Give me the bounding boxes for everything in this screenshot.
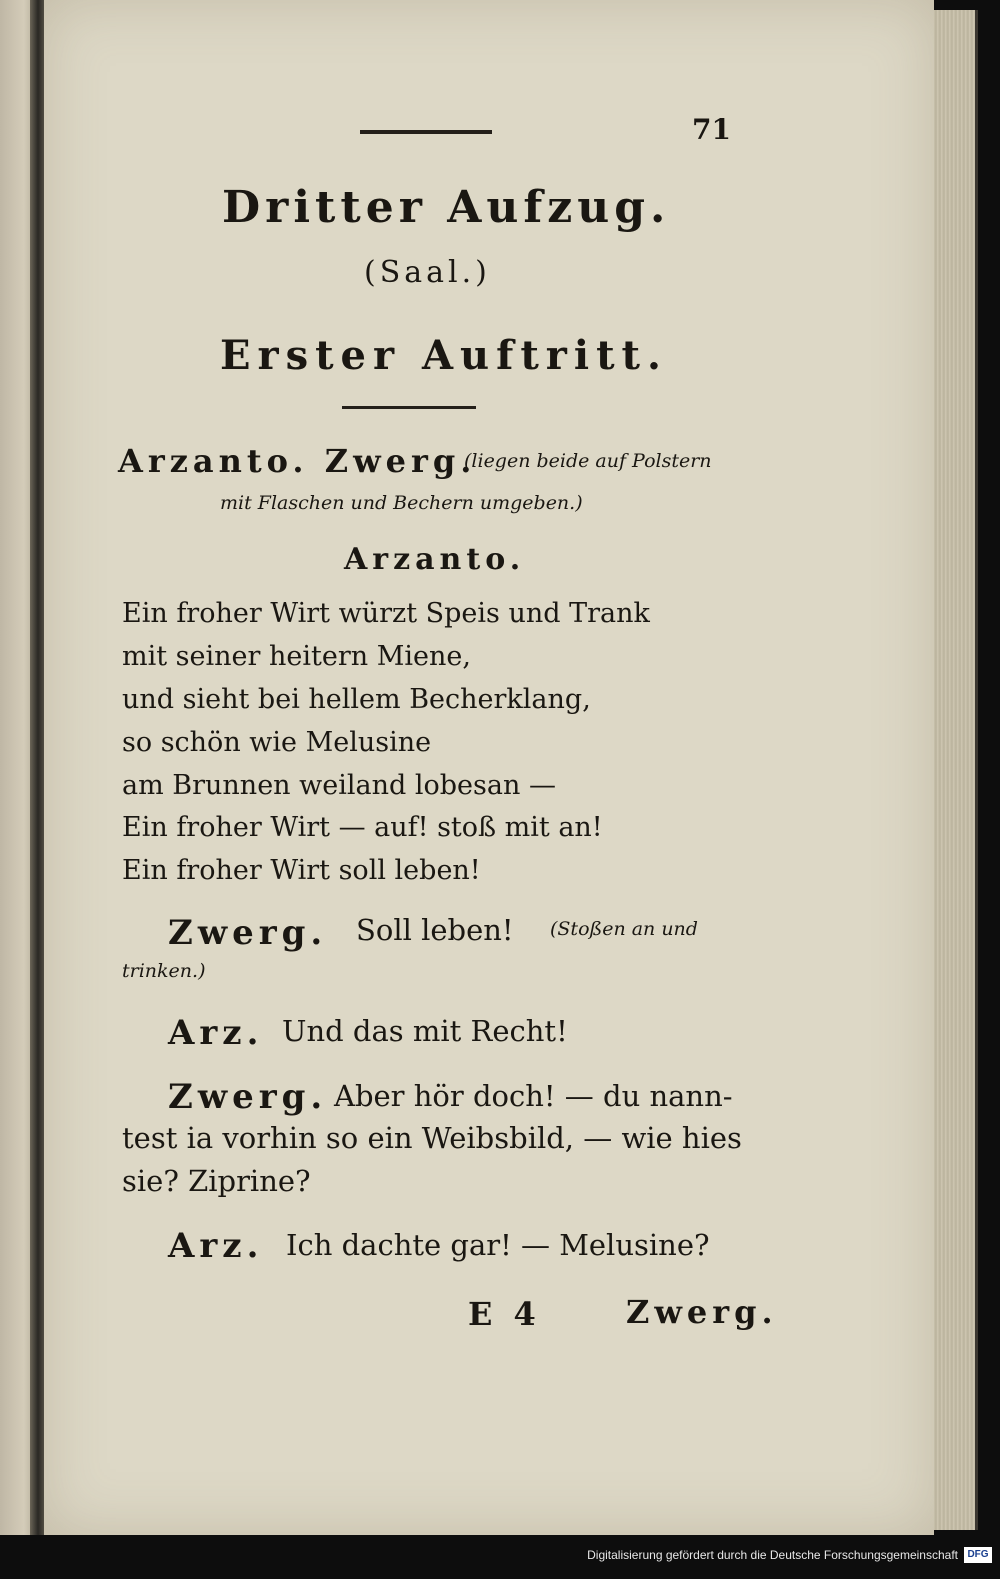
stage-direction-continued: mit Flaschen und Bechern umgeben.)	[220, 492, 583, 514]
page-block-edge	[930, 10, 978, 1530]
verse-line: Ein froher Wirt würzt Speis und Trank	[122, 598, 650, 629]
scene-title: Erster Auftritt.	[220, 332, 668, 379]
book-page	[44, 0, 934, 1535]
page-number: 71	[692, 113, 731, 146]
catchword: Zwerg.	[626, 1293, 778, 1331]
verse-line: mit seiner heitern Miene,	[122, 641, 471, 672]
speaker-zwerg: Zwerg.	[168, 1077, 328, 1117]
dialogue-text: Aber hör doch! — du nann-	[334, 1079, 733, 1113]
setting-note: (Saal.)	[364, 255, 491, 290]
signature-mark: E 4	[468, 1295, 541, 1333]
dialogue-text-continued: sie? Ziprine?	[122, 1164, 311, 1198]
verse-line: Ein froher Wirt soll leben!	[122, 855, 481, 886]
act-title: Dritter Aufzug.	[222, 182, 671, 233]
dfg-logo: DFG	[964, 1547, 992, 1563]
stage-direction-continued: trinken.)	[122, 960, 206, 982]
scene-rule	[342, 406, 476, 409]
cast-names: Arzanto. Zwerg.	[118, 442, 477, 480]
stage-direction: (liegen beide auf Polstern	[464, 450, 712, 472]
verse-line: so schön wie Melusine	[122, 727, 432, 758]
verse-line: am Brunnen weiland lobesan —	[122, 770, 556, 801]
dialogue-text-continued: test ia vorhin so ein Weibsbild, — wie hies	[122, 1121, 742, 1155]
speaker-zwerg: Zwerg.	[168, 913, 328, 953]
verse-line: Ein froher Wirt — auf! stoß mit an!	[122, 812, 603, 843]
dialogue-text: Soll leben!	[356, 913, 514, 947]
header-rule	[360, 130, 492, 134]
speaker-arz: Arz.	[168, 1013, 264, 1053]
speaker-arz: Arz.	[168, 1226, 264, 1266]
dialogue-text: Und das mit Recht!	[282, 1014, 568, 1048]
funding-credit: Digitalisierung gefördert durch die Deutsche Forschungsgemeinschaft	[587, 1548, 958, 1562]
verse-line: und sieht bei hellem Becherklang,	[122, 684, 591, 715]
speaker-arzanto: Arzanto.	[344, 542, 526, 577]
dialogue-text: Ich dachte gar! — Melusine?	[286, 1228, 710, 1262]
stage-direction: (Stoßen an und	[550, 918, 698, 940]
